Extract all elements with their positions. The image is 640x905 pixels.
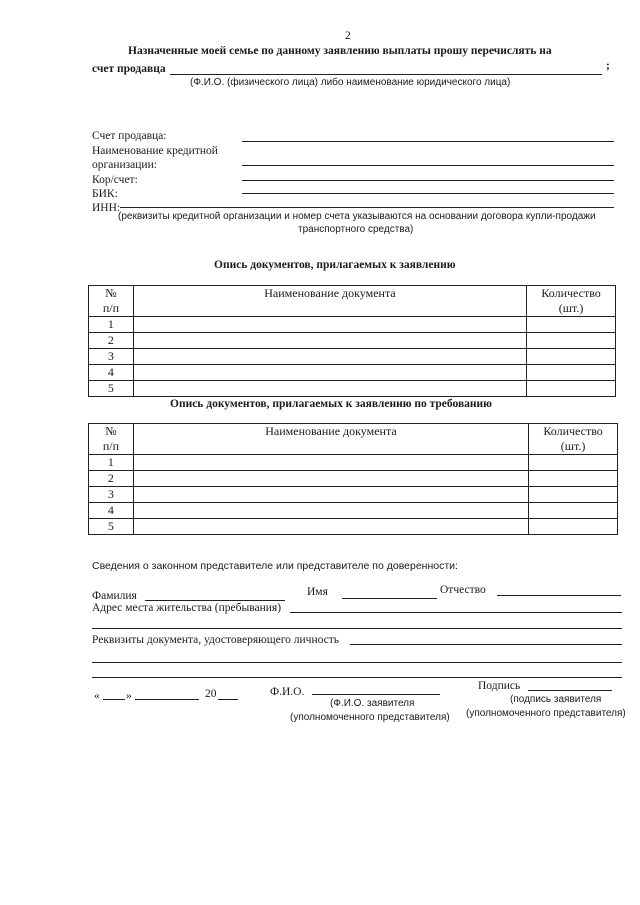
doc-name-cell[interactable] [133, 365, 526, 381]
id-document-label: Реквизиты документа, удостоверяющего личность [92, 634, 340, 646]
fio-hint-1: (Ф.И.О. заявителя [330, 698, 415, 709]
row-number: 2 [89, 471, 134, 487]
date-quote-open: « [94, 690, 100, 702]
col-number-symbol: № [105, 424, 117, 438]
col-number-header [89, 424, 134, 455]
id-document-line-1[interactable] [350, 644, 622, 645]
signature-line[interactable] [528, 690, 612, 691]
quantity-cell[interactable] [529, 455, 618, 471]
date-year-prefix: 20 [205, 688, 217, 700]
semicolon: ; [606, 60, 610, 72]
date-month-line[interactable] [135, 699, 199, 700]
doc-name-cell[interactable] [133, 519, 528, 535]
surname-label: Фамилия [92, 590, 137, 602]
representative-heading: Сведения о законном представителе или представителе по доверенности: [92, 560, 458, 572]
bik-label: БИК: [92, 188, 118, 200]
surname-line[interactable] [145, 600, 285, 601]
table-row [89, 455, 618, 471]
doc-name-cell[interactable] [133, 381, 526, 397]
table-row [89, 333, 616, 349]
quantity-cell[interactable] [527, 365, 616, 381]
signature-hint-2: (уполномоченного представителя) [466, 708, 626, 719]
quantity-cell[interactable] [527, 333, 616, 349]
table-row [89, 317, 616, 333]
fio-label: Ф.И.О. [270, 686, 305, 698]
credit-org-line [242, 165, 614, 166]
col-quantity-unit: (шт.) [558, 301, 584, 315]
id-document-line-2[interactable] [92, 662, 622, 663]
name-line[interactable] [342, 598, 437, 599]
doc-name-cell[interactable] [133, 503, 528, 519]
seller-account-field-label: Счет продавца: [92, 130, 167, 142]
address-line-2[interactable] [92, 628, 622, 629]
col-quantity-label: Количество [543, 424, 603, 438]
credit-org-label-1: Наименование кредитной [92, 145, 218, 157]
quantity-cell[interactable] [529, 471, 618, 487]
col-number-header [89, 286, 134, 317]
quantity-cell[interactable] [527, 381, 616, 397]
bank-hint-1: (реквизиты кредитной организации и номер счета указываются на основании договора купли-продажи [118, 211, 596, 222]
seller-account-label: счет продавца [92, 63, 166, 75]
doc-name-cell[interactable] [133, 349, 526, 365]
doc-name-cell[interactable] [133, 455, 528, 471]
col-quantity-header [529, 424, 618, 455]
row-number: 1 [89, 455, 134, 471]
payee-name-hint: (Ф.И.О. (физического лица) либо наименование юридического лица) [190, 77, 511, 88]
table-row [89, 503, 618, 519]
table-row [89, 381, 616, 397]
corr-account-label: Кор/счет: [92, 174, 138, 186]
col-number-abbr: п/п [102, 301, 119, 315]
patronymic-line[interactable] [497, 595, 621, 596]
inventory-on-demand-title: Опись документов, прилагаемых к заявлению по требованию [170, 398, 492, 410]
table-row [89, 349, 616, 365]
col-quantity-label: Количество [541, 286, 601, 300]
signature-hint-1: (подпись заявителя [510, 694, 602, 705]
quantity-cell[interactable] [529, 519, 618, 535]
quantity-cell[interactable] [527, 349, 616, 365]
bik-line [242, 193, 614, 194]
col-quantity-header [527, 286, 616, 317]
name-label: Имя [307, 586, 328, 598]
col-quantity-unit: (шт.) [560, 439, 586, 453]
row-number: 2 [89, 333, 134, 349]
patronymic-label: Отчество [440, 584, 486, 596]
quantity-cell[interactable] [529, 503, 618, 519]
doc-name-cell[interactable] [133, 333, 526, 349]
doc-name-cell[interactable] [133, 487, 528, 503]
credit-org-label-2: организации: [92, 159, 157, 171]
row-number: 3 [89, 487, 134, 503]
doc-name-cell[interactable] [133, 317, 526, 333]
date-year-line[interactable] [218, 699, 238, 700]
inventory-on-demand-table [88, 423, 618, 535]
corr-account-line [242, 180, 614, 181]
col-doc-name-header: Наименование документа [133, 424, 528, 455]
inn-label: ИНН: [92, 202, 121, 214]
page-number: 2 [345, 30, 351, 42]
address-line-1[interactable] [290, 612, 622, 613]
col-number-abbr: п/п [102, 439, 119, 453]
quantity-cell[interactable] [529, 487, 618, 503]
table-row [89, 487, 618, 503]
row-number: 4 [89, 365, 134, 381]
signature-label: Подпись [478, 680, 521, 692]
doc-name-cell[interactable] [133, 471, 528, 487]
inventory-title: Опись документов, прилагаемых к заявлению [214, 259, 456, 271]
row-number: 3 [89, 349, 134, 365]
date-day-line[interactable] [103, 699, 125, 700]
seller-account-line [242, 141, 614, 142]
row-number: 1 [89, 317, 134, 333]
bank-hint-2: транспортного средства) [298, 224, 414, 235]
payment-request-line1: Назначенные моей семье по данному заявлению выплаты прошу перечислять на [128, 45, 552, 57]
col-doc-name-header: Наименование документа [133, 286, 526, 317]
inn-line [120, 207, 614, 208]
row-number: 4 [89, 503, 134, 519]
address-label: Адрес места жительства (пребывания) [92, 602, 282, 614]
row-number: 5 [89, 519, 134, 535]
date-quote-close: » [126, 690, 132, 702]
quantity-cell[interactable] [527, 317, 616, 333]
id-document-line-3[interactable] [92, 677, 622, 678]
inventory-table [88, 285, 616, 397]
fio-hint-2: (уполномоченного представителя) [290, 712, 450, 723]
row-number: 5 [89, 381, 134, 397]
fio-line[interactable] [312, 694, 440, 695]
col-number-symbol: № [105, 286, 117, 300]
table-row [89, 365, 616, 381]
table-row [89, 471, 618, 487]
table-row [89, 519, 618, 535]
payee-name-line [170, 74, 602, 75]
